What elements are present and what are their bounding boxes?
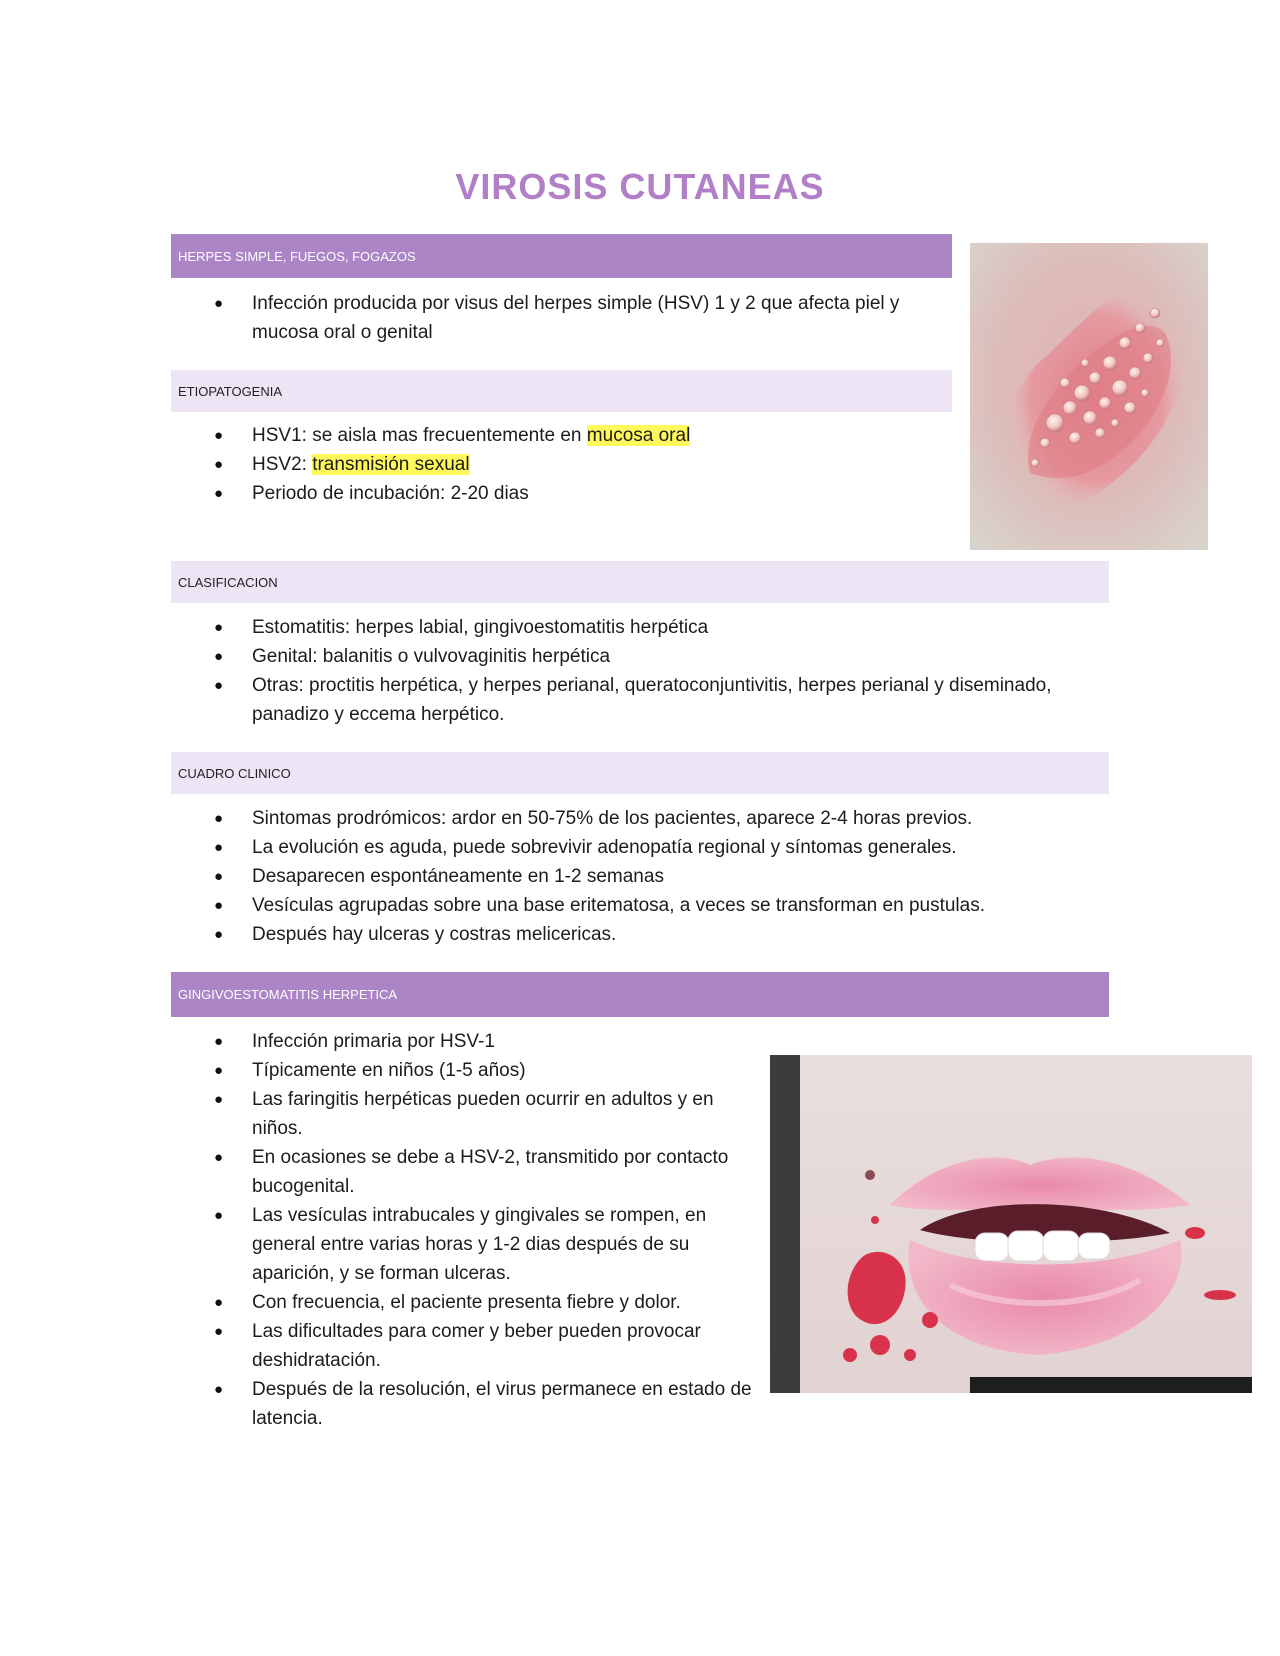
list-item: ● Infección primaria por HSV-1 bbox=[0, 1027, 760, 1056]
section-header-etiopatogenia bbox=[171, 370, 952, 412]
list-item: ● Después hay ulceras y costras melicericas. bbox=[0, 920, 1090, 949]
highlight-mucosa-oral: mucosa oral bbox=[586, 425, 691, 446]
gingivoestomatitis-list bbox=[0, 1027, 760, 1433]
section-header-label: ETIOPATOGENIA bbox=[178, 383, 283, 399]
section-header-clasificacion bbox=[171, 561, 1109, 603]
list-item: ● Genital: balanitis o vulvovaginitis herpética bbox=[0, 642, 1090, 671]
list-item: ● La evolución es aguda, puede sobrevivir adenopatía regional y síntomas generales. bbox=[0, 833, 1090, 862]
herpes-vesicles-image bbox=[970, 243, 1208, 550]
list-item-incubacion: ● Periodo de incubación: 2-20 dias bbox=[0, 479, 900, 508]
list-item: ● Las faringitis herpéticas pueden ocurrir en adultos y en niños. bbox=[0, 1085, 760, 1143]
list-item: ● Típicamente en niños (1-5 años) bbox=[0, 1056, 760, 1085]
herpes-list bbox=[0, 289, 900, 347]
list-item: ● Después de la resolución, el virus permanece en estado de latencia. bbox=[0, 1375, 760, 1433]
section-header-label: CUADRO CLINICO bbox=[178, 765, 291, 781]
gingivostomatitis-mouth-image bbox=[770, 1055, 1252, 1393]
list-item: ● Vesículas agrupadas sobre una base eritematosa, a veces se transforman en pustulas. bbox=[0, 891, 1090, 920]
list-item: ● Otras: proctitis herpética, y herpes perianal, queratoconjuntivitis, herpes perianal y diseminado, panadizo y eccema herpético. bbox=[0, 671, 1090, 729]
list-item: ● Las dificultades para comer y beber pueden provocar deshidratación. bbox=[0, 1317, 760, 1375]
list-item: ● Con frecuencia, el paciente presenta fiebre y dolor. bbox=[0, 1288, 760, 1317]
section-header-cuadro-clinico bbox=[171, 752, 1109, 794]
section-header-label: CLASIFICACION bbox=[178, 574, 278, 590]
cuadro-clinico-list bbox=[0, 804, 1090, 949]
list-item: ● Sintomas prodrómicos: ardor en 50-75% de los pacientes, aparece 2-4 horas previos. bbox=[0, 804, 1090, 833]
highlight-transmision-sexual: transmisión sexual bbox=[312, 454, 470, 475]
section-header-herpes-simple bbox=[171, 234, 952, 278]
clasificacion-list bbox=[0, 613, 1090, 729]
list-item-hsv2 bbox=[0, 450, 900, 479]
hsv1-text: HSV1: se aisla mas frecuentemente en bbox=[252, 425, 587, 446]
list-item: ● Desaparecen espontáneamente en 1-2 semanas bbox=[0, 862, 1090, 891]
hsv2-text: HSV2: bbox=[252, 454, 313, 475]
section-header-label: GINGIVOESTOMATITIS HERPETICA bbox=[178, 987, 398, 1002]
list-item: ● Estomatitis: herpes labial, gingivoestomatitis herpética bbox=[0, 613, 1090, 642]
list-item: ● Infección producida por visus del herpes simple (HSV) 1 y 2 que afecta piel y mucosa oral o genital bbox=[0, 289, 900, 347]
list-item-hsv1 bbox=[0, 421, 900, 450]
etiopatogenia-list bbox=[0, 421, 900, 508]
list-item: ● En ocasiones se debe a HSV-2, transmitido por contacto bucogenital. bbox=[0, 1143, 760, 1201]
section-header-label: HERPES SIMPLE, FUEGOS, FOGAZOS bbox=[178, 248, 416, 264]
page-title: VIROSIS CUTANEAS bbox=[455, 166, 825, 207]
section-header-gingivoestomatitis bbox=[171, 972, 1109, 1017]
list-item: ● Las vesículas intrabucales y gingivales se rompen, en general entre varias horas y 1-2 dias después de su aparición, y se forman ulceras. bbox=[0, 1201, 760, 1288]
